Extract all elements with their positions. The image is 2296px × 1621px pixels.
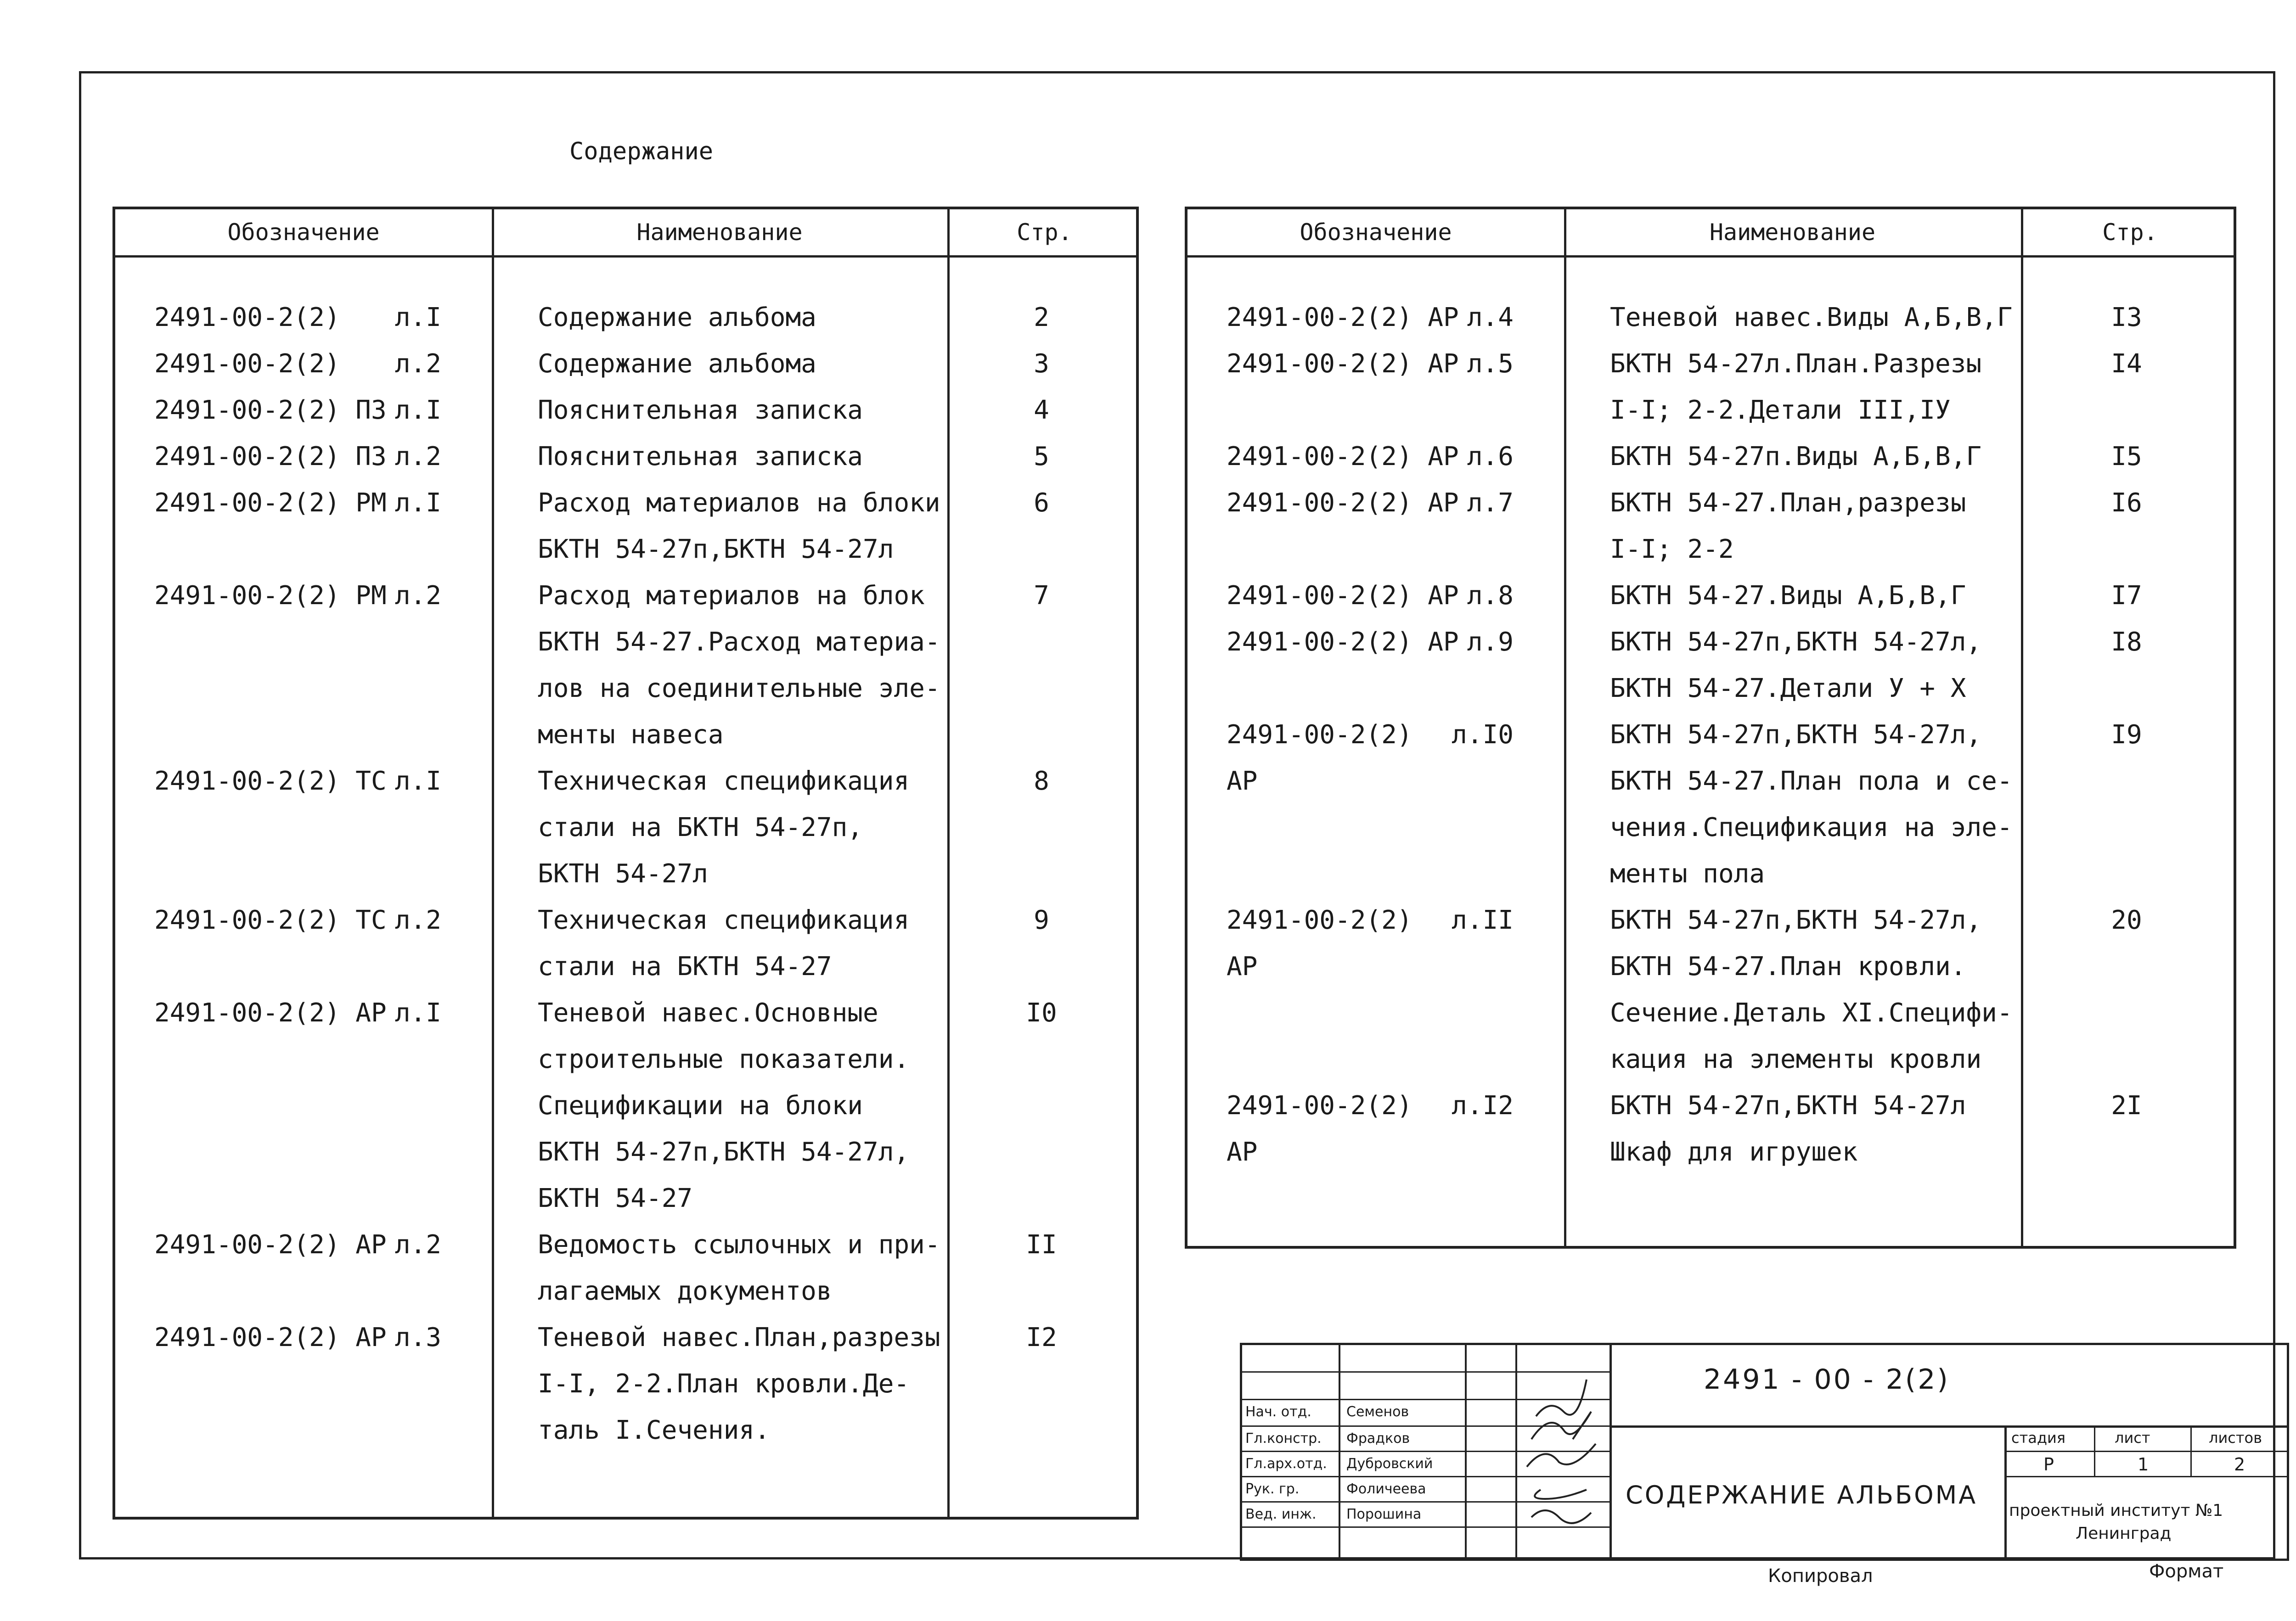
toc-row xyxy=(1187,897,2234,1083)
toc-rows-right xyxy=(1187,294,2234,1175)
name-line: БКТН 54-27п,БКТН 54-27л xyxy=(1610,1091,1966,1121)
toc-row xyxy=(115,387,1136,433)
row-code xyxy=(115,1222,492,1268)
row-name xyxy=(1564,619,2021,712)
sheet-label: лист xyxy=(2115,1429,2150,1447)
row-code xyxy=(115,294,492,341)
signatures-image xyxy=(1518,1370,1609,1531)
row-page: I3 xyxy=(2111,303,2142,332)
row-code xyxy=(115,480,492,526)
row-name xyxy=(1564,897,2021,1083)
toc-row xyxy=(1187,1083,2234,1175)
row-page: 3 xyxy=(1034,349,1049,379)
name-line: Пояснительная записка xyxy=(538,395,863,425)
name-line: БКТН 54-27п,БКТН 54-27л, xyxy=(1610,720,1982,750)
document-code: 2491-00-2(2) АР xyxy=(1227,720,1412,796)
sheet-number: л.I xyxy=(394,998,441,1028)
name-line: БКТН 54-27п,БКТН 54-27л, xyxy=(538,1137,910,1167)
sheets-value: 2 xyxy=(2234,1454,2245,1475)
toc-row xyxy=(115,897,1136,990)
header-name: Наименование xyxy=(636,219,803,246)
row-name xyxy=(1564,572,2021,619)
row-name xyxy=(1564,433,2021,480)
name-line: БКТН 54-27л.План.Разрезы xyxy=(1610,349,1982,379)
name-line: стали на БКТН 54-27 xyxy=(538,952,832,982)
row-name xyxy=(492,341,947,387)
name-line: I-I, 2-2.План кровли.Де- xyxy=(538,1369,910,1399)
page-title: Содержание xyxy=(569,138,714,165)
name-line: БКТН 54-27л xyxy=(538,859,708,889)
stage-label: стадия xyxy=(2011,1429,2066,1447)
header-code: Обозначение xyxy=(227,219,380,246)
document-code: 2491-00-2(2) xyxy=(154,303,340,332)
row-name xyxy=(492,480,947,572)
name-line: Содержание альбома xyxy=(538,349,816,379)
name-line: кация на элементы кровли xyxy=(1610,1044,1982,1074)
stamp-role: Гл.констр. xyxy=(1245,1430,1322,1447)
document-code: 2491-00-2(2) АР xyxy=(1227,627,1459,657)
sheet-number: л.II xyxy=(1452,905,1514,935)
toc-row xyxy=(1187,480,2234,572)
toc-row xyxy=(1187,619,2234,712)
sheet-number: л.I xyxy=(394,395,441,425)
toc-row xyxy=(115,758,1136,897)
row-name xyxy=(492,572,947,758)
sheet-number: л.6 xyxy=(1467,442,1514,471)
row-name xyxy=(1564,341,2021,433)
row-page: 7 xyxy=(1034,581,1049,611)
sheet-number: л.I xyxy=(394,303,441,332)
header-page: Стр. xyxy=(1017,219,1072,246)
toc-row xyxy=(115,480,1136,572)
header-name: Наименование xyxy=(1709,219,1876,246)
row-page: 20 xyxy=(2111,905,2142,935)
row-page: I4 xyxy=(2111,349,2142,379)
name-line: БКТН 54-27.Детали У + Х xyxy=(1610,673,1966,703)
name-line: Пояснительная записка xyxy=(538,442,863,471)
document-code: 2491-00-2(2) АР xyxy=(1227,488,1459,518)
document-code: 2491-00-2(2) АР xyxy=(1227,442,1459,471)
name-line: БКТН 54-27п,БКТН 54-27л, xyxy=(1610,627,1982,657)
row-code xyxy=(115,990,492,1036)
sheet-title: СОДЕРЖАНИЕ АЛЬБОМА xyxy=(1626,1481,1978,1509)
header-page: Стр. xyxy=(2102,219,2158,246)
toc-row xyxy=(115,572,1136,758)
name-line: БКТН 54-27.План кровли. xyxy=(1610,952,1966,982)
row-page: 2I xyxy=(2111,1091,2142,1121)
row-name xyxy=(492,758,947,897)
row-code xyxy=(1187,480,1564,526)
name-line: Техническая спецификация xyxy=(538,905,910,935)
name-line: Теневой навес.Виды А,Б,В,Г xyxy=(1610,303,2013,332)
toc-table-right xyxy=(1185,207,2236,1249)
stamp-role: Рук. гр. xyxy=(1245,1481,1300,1497)
sheet-number: л.I xyxy=(394,488,441,518)
document-code: 2491-00-2(2) РМ xyxy=(154,488,387,518)
sheet-number: л.I xyxy=(394,766,441,796)
organization-name: проектный институт №1 xyxy=(2009,1501,2223,1520)
name-line: БКТН 54-27п,БКТН 54-27л xyxy=(538,534,894,564)
stamp-name: Фоличеева xyxy=(1346,1481,1426,1497)
name-line: БКТН 54-27п.Виды А,Б,В,Г xyxy=(1610,442,1982,471)
toc-row xyxy=(115,990,1136,1222)
name-line: Содержание альбома xyxy=(538,303,816,332)
row-code xyxy=(115,433,492,480)
title-block xyxy=(1240,1343,2289,1561)
name-line: Расход материалов на блок xyxy=(538,581,925,611)
row-page: 6 xyxy=(1034,488,1049,518)
row-name xyxy=(492,294,947,341)
name-line: Ведомость ссылочных и при- xyxy=(538,1230,940,1260)
row-code xyxy=(1187,897,1564,990)
row-code xyxy=(1187,294,1564,341)
row-page: I7 xyxy=(2111,581,2142,611)
name-line: лагаемых документов xyxy=(538,1276,832,1306)
document-code: 2491-00-2(2) АР xyxy=(1227,349,1459,379)
stage-value: Р xyxy=(2043,1454,2054,1475)
sheets-label: листов xyxy=(2209,1429,2262,1447)
sheet-number: л.5 xyxy=(1467,349,1514,379)
row-name xyxy=(1564,712,2021,897)
toc-row xyxy=(1187,572,2234,619)
name-line: БКТН 54-27п,БКТН 54-27л, xyxy=(1610,905,1982,935)
stamp-role: Гл.арх.отд. xyxy=(1245,1456,1327,1472)
document-code: 2491-00-2(2) ПЗ xyxy=(154,442,387,471)
row-name xyxy=(1564,294,2021,341)
toc-rows-left xyxy=(115,294,1136,1453)
row-code xyxy=(1187,1083,1564,1175)
name-line: БКТН 54-27.Расход материа- xyxy=(538,627,940,657)
row-name xyxy=(492,387,947,433)
name-line: Расход материалов на блоки xyxy=(538,488,940,518)
document-code: 2491-00-2(2) ТС xyxy=(154,905,387,935)
document-code: 2491-00-2(2) АР xyxy=(1227,581,1459,611)
row-page: I8 xyxy=(2111,627,2142,657)
name-line: Теневой навес.План,разрезы xyxy=(538,1323,940,1352)
name-line: Спецификации на блоки xyxy=(538,1091,863,1121)
toc-row xyxy=(1187,341,2234,433)
name-line: менты пола xyxy=(1610,859,1765,889)
row-page: I9 xyxy=(2111,720,2142,750)
name-line: менты навеса xyxy=(538,720,724,750)
row-page: 8 xyxy=(1034,766,1049,796)
sheet-number: л.8 xyxy=(1467,581,1514,611)
row-page: I2 xyxy=(1026,1323,1057,1352)
copied-by-label: Копировал xyxy=(1768,1565,1873,1587)
row-code xyxy=(115,1314,492,1361)
row-name xyxy=(1564,1083,2021,1175)
name-line: Шкаф для игрушек xyxy=(1610,1137,1858,1167)
document-code: 2491-00-2(2) РМ xyxy=(154,581,387,611)
toc-row xyxy=(115,294,1136,341)
row-name xyxy=(492,1222,947,1314)
row-code xyxy=(115,572,492,619)
document-code: 2491-00-2(2) АР xyxy=(154,1230,387,1260)
toc-table-left xyxy=(113,207,1139,1520)
toc-row xyxy=(115,433,1136,480)
name-line: I-I; 2-2.Детали III,IУ xyxy=(1610,395,1951,425)
sheet-number: л.I2 xyxy=(1452,1091,1514,1121)
row-page: I0 xyxy=(1026,998,1057,1028)
name-line: БКТН 54-27.Виды А,Б,В,Г xyxy=(1610,581,1966,611)
document-number: 2491 - 00 - 2(2) xyxy=(1704,1363,1950,1396)
name-line: Сечение.Деталь XI.Специфи- xyxy=(1610,998,2013,1028)
row-code xyxy=(115,341,492,387)
row-code xyxy=(1187,619,1564,665)
name-line: I-I; 2-2 xyxy=(1610,534,1734,564)
name-line: БКТН 54-27.План,разрезы xyxy=(1610,488,1966,518)
name-line: БКТН 54-27.План пола и се- xyxy=(1610,766,2013,796)
row-page: 9 xyxy=(1034,905,1049,935)
stamp-name: Фрадков xyxy=(1346,1430,1410,1447)
document-code: 2491-00-2(2) АР xyxy=(1227,905,1412,982)
stamp-role: Нач. отд. xyxy=(1245,1404,1311,1420)
organization-city: Ленинград xyxy=(2076,1524,2172,1543)
header-code: Обозначение xyxy=(1300,219,1452,246)
row-name xyxy=(1564,480,2021,572)
row-code xyxy=(115,897,492,943)
row-name xyxy=(492,897,947,990)
name-line: Техническая спецификация xyxy=(538,766,910,796)
name-line: чения.Спецификация на эле- xyxy=(1610,813,2013,842)
toc-row xyxy=(1187,712,2234,897)
toc-row xyxy=(115,1314,1136,1453)
row-code xyxy=(1187,712,1564,804)
sheet-number: л.2 xyxy=(394,905,441,935)
row-page: I5 xyxy=(2111,442,2142,471)
row-code xyxy=(1187,433,1564,480)
sheet-number: л.4 xyxy=(1467,303,1514,332)
row-code xyxy=(115,758,492,804)
sheet-number: л.2 xyxy=(394,442,441,471)
row-page: II xyxy=(1026,1230,1057,1260)
document-code: 2491-00-2(2) АР xyxy=(1227,303,1459,332)
name-line: стали на БКТН 54-27п, xyxy=(538,813,863,842)
document-code: 2491-00-2(2) ТС xyxy=(154,766,387,796)
sheet-number: л.2 xyxy=(394,581,441,611)
sheet-number: л.9 xyxy=(1467,627,1514,657)
stamp-name: Семенов xyxy=(1346,1404,1409,1420)
sheet-number: л.2 xyxy=(394,1230,441,1260)
stamp-name: Дубровский xyxy=(1346,1456,1433,1472)
stamp-name: Порошина xyxy=(1346,1506,1422,1522)
row-name xyxy=(492,990,947,1222)
stamp-role: Вед. инж. xyxy=(1245,1506,1317,1522)
row-page: I6 xyxy=(2111,488,2142,518)
row-code xyxy=(115,387,492,433)
toc-row xyxy=(115,341,1136,387)
row-page: 4 xyxy=(1034,395,1049,425)
toc-row xyxy=(1187,294,2234,341)
row-code xyxy=(1187,341,1564,387)
document-code: 2491-00-2(2) АР xyxy=(154,998,387,1028)
sheet-value: 1 xyxy=(2138,1454,2149,1475)
name-line: Теневой навес.Основные xyxy=(538,998,878,1028)
name-line: БКТН 54-27 xyxy=(538,1183,693,1213)
name-line: лов на соединительные эле- xyxy=(538,673,940,703)
document-code: 2491-00-2(2) xyxy=(154,349,340,379)
row-code xyxy=(1187,572,1564,619)
document-code: 2491-00-2(2) АР xyxy=(1227,1091,1412,1167)
row-page: 5 xyxy=(1034,442,1049,471)
toc-row xyxy=(115,1222,1136,1314)
name-line: таль I.Сечения. xyxy=(538,1415,770,1445)
document-code: 2491-00-2(2) ПЗ xyxy=(154,395,387,425)
name-line: строительные показатели. xyxy=(538,1044,910,1074)
sheet-number: л.2 xyxy=(394,349,441,379)
sheet-number: л.3 xyxy=(394,1323,441,1352)
row-page: 2 xyxy=(1034,303,1049,332)
row-name xyxy=(492,1314,947,1453)
sheet-number: л.I0 xyxy=(1452,720,1514,750)
row-name xyxy=(492,433,947,480)
document-code: 2491-00-2(2) АР xyxy=(154,1323,387,1352)
sheet-number: л.7 xyxy=(1467,488,1514,518)
toc-row xyxy=(1187,433,2234,480)
format-label: Формат xyxy=(2149,1561,2224,1582)
